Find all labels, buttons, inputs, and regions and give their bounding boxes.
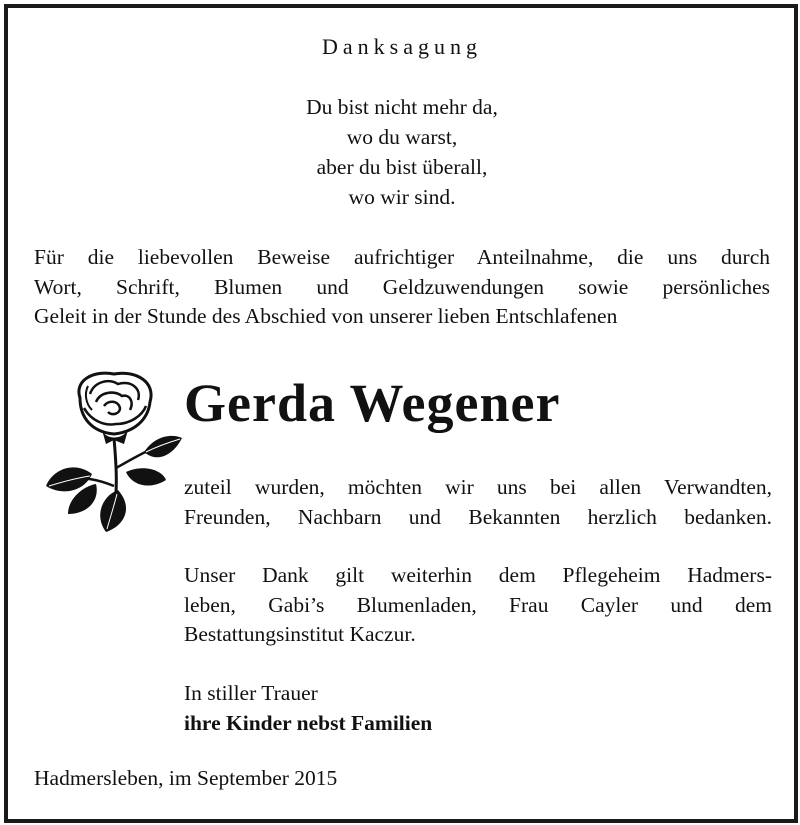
poem-line: wo du warst, xyxy=(346,125,458,149)
thanks-paragraph xyxy=(184,473,772,532)
intro-paragraph xyxy=(34,243,770,332)
signoff xyxy=(184,679,772,738)
poem-line: aber du bist überall, xyxy=(316,155,488,179)
rose-icon xyxy=(44,368,184,538)
additional-thanks-line: Bestattungsinstitut Kaczur. xyxy=(184,622,416,646)
poem xyxy=(34,92,770,212)
intro-line: Geleit in der Stunde des Abschied von unserer lieben Entschlafenen xyxy=(34,304,618,328)
place-date: Hadmersleben, im September 2015 xyxy=(34,766,338,790)
additional-thanks-line: leben, Gabi’s Blumenladen, Frau Cayler und dem xyxy=(184,592,772,617)
notice-frame xyxy=(4,4,798,823)
notice-content xyxy=(34,8,770,819)
deceased-name: Gerda Wegener xyxy=(184,373,561,433)
additional-thanks-paragraph xyxy=(184,561,772,650)
notice-heading: Danksagung xyxy=(322,34,482,59)
poem-line: Du bist nicht mehr da, xyxy=(306,95,498,119)
additional-thanks-line: Unser Dank gilt weiterhin dem Pflegeheim Hadmers- xyxy=(184,563,772,587)
intro-line: Wort, Schrift, Blumen und Geldzuwendungen sowie persönliches xyxy=(34,274,770,299)
thanks-line: zuteil wurden, möchten wir uns bei allen Verwandten, xyxy=(184,475,772,499)
signoff-line: In stiller Trauer xyxy=(184,681,318,705)
poem-line: wo wir sind. xyxy=(348,185,456,209)
signoff-family: ihre Kinder nebst Familien xyxy=(184,710,433,735)
intro-line: Für die liebevollen Beweise aufrichtiger Anteilnahme, die uns durch xyxy=(34,245,770,269)
thanks-line: Freunden, Nachbarn und Bekannten herzlich bedanken. xyxy=(184,504,772,529)
